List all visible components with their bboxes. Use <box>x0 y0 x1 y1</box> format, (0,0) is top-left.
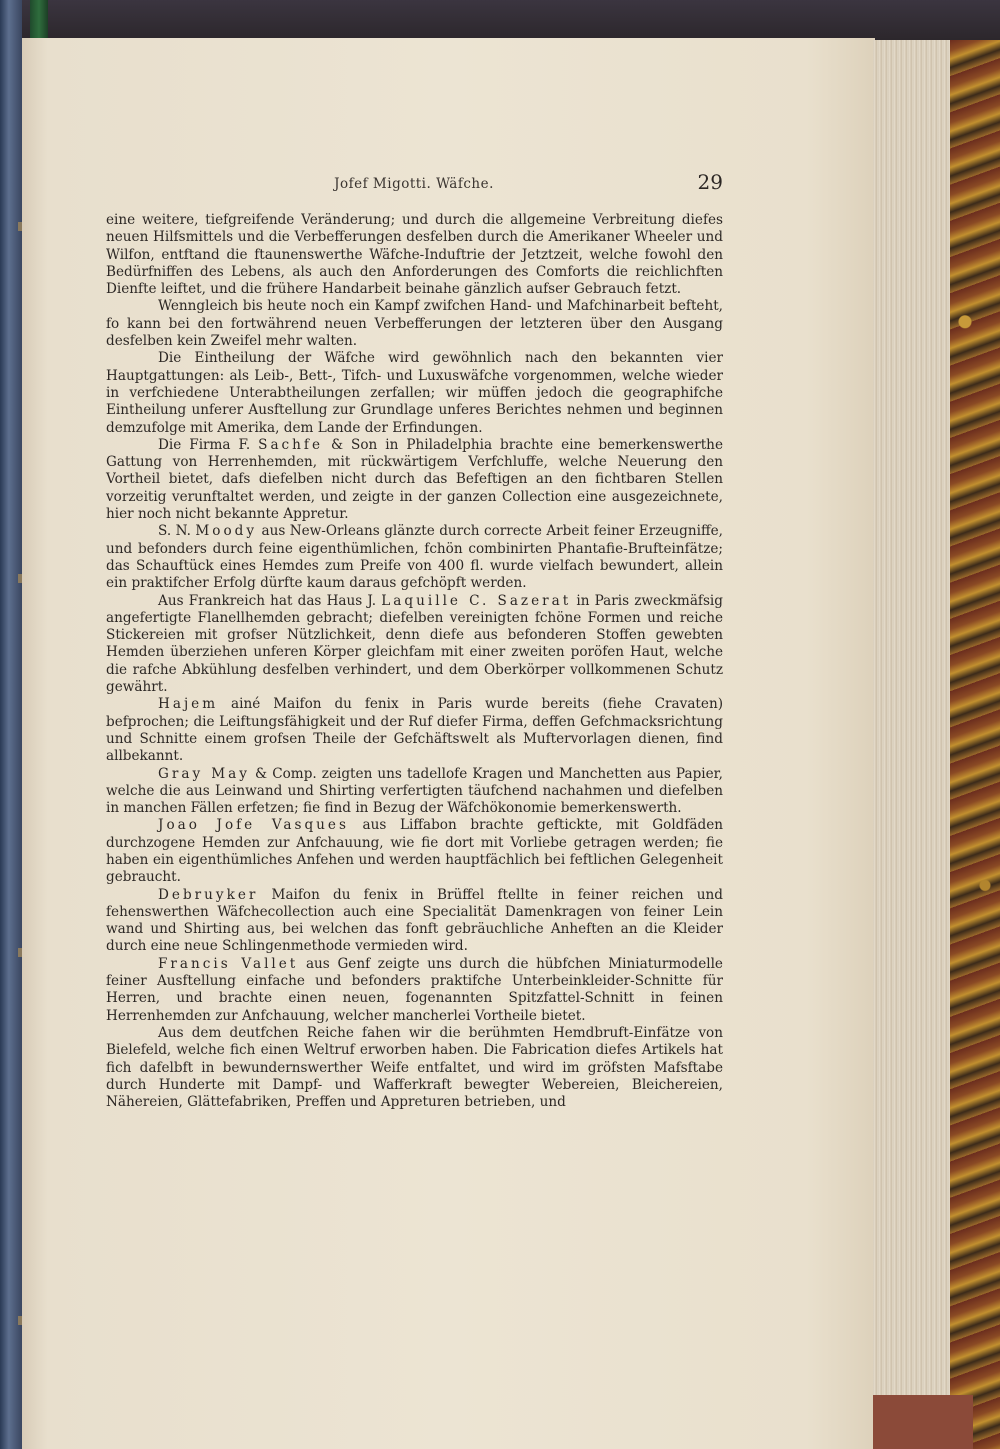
paragraph <box>106 298 723 350</box>
paragraph-text: Aus dem deutfchen Reiche fahen wir die berühmten Hemdbruft-Einfätze von Bielefeld, welche fich einen Weltruf erworben haben. Die Fabrication diefes Artikels hat fich dafelbft in bewundernswerther Weife entfaltet, und wird im gröfsten Mafsftabe durch Hunderte mit Dampf- und Wafferkraft bewegter Webereien, Bleichereien, Nähereien, Glättefabriken, Preffen und Appreturen betrieben, und <box>106 1024 723 1111</box>
running-title: Jofef Migotti. Wäfche. <box>334 176 494 192</box>
cover-board-corner <box>873 1395 973 1449</box>
paragraph-text: Wenngleich bis heute noch ein Kampf zwifchen Hand- und Mafchinarbeit befteht, fo kann bei den fortwährend neuen Verbefferungen der letzteren über den Ausgang desfelben kein Zweifel mehr walten. <box>106 298 723 350</box>
paragraph-text: Maifon du fenix in Brüffel ftellte in feiner reichen und fehenswerthen Wäfchecollection auch eine Specialität Damenkragen von feiner Lein wand und Shirting aus, bei welchen das fonft gebräuchliche Anheften an die Kleider durch eine neue Schlingenmethode vermieden wird. <box>106 886 723 955</box>
paragraph <box>106 437 723 523</box>
paragraph <box>106 887 723 956</box>
paragraph <box>106 956 723 1025</box>
firm-name: Debruyker <box>158 886 259 903</box>
margin-mark <box>18 948 22 957</box>
paragraph-text: eine weitere, tiefgreifende Veränderung; und durch die allgemeine Verbreitung diefes neuen Hilfsmittels und die Verbefferungen desfelben durch die Amerikaner Wheeler und Wilfon, entftand die ftaunenswerthe Wäfche-Induftrie der Jetztzeit, welche fowohl den Bedürfniffen des Lebens, als auch den Anforderungen des Comforts die reichlichften Dienfte leiftet, und die frühere Handarbeit beinahe gänzlich aufser Gebrauch fetzt. <box>106 212 723 298</box>
firm-name: Moody <box>195 523 258 540</box>
paragraph <box>106 523 723 592</box>
book-spine-edge <box>0 0 22 1449</box>
paragraph <box>106 1025 723 1111</box>
paragraph-text: & Son in Philadelphia brachte eine bemerkenswerthe Gattung von Herrenhemden, mit rückwärtigem Verfchluffe, welche Neuerung den Vortheil bietet, dafs diefelben nicht durch das Befeftigen an den fichtbaren Stellen vorzeitig verunftaltet werden, und zeigte in der ganzen Collection eine ausgezeichnete, hier noch nicht bekannte Appretur. <box>106 436 723 523</box>
firm-name: Hajem <box>158 696 219 713</box>
paragraph <box>106 212 723 298</box>
paragraph <box>106 350 723 436</box>
paragraph-text: aus Liffabon brachte geftickte, mit Goldfäden durchzogene Hemden zur Anfchauung, wie fie dort mit Vorliebe getragen werden; fie haben ein eigenthümliches Anfehen und werden hauptfächlich bei feftlichen Gelegenheit gebraucht. <box>106 817 723 886</box>
paragraph <box>106 766 723 818</box>
paragraph-lead: Aus Frankreich hat das Haus J. <box>158 592 382 609</box>
paragraph <box>106 593 723 697</box>
marbled-edge <box>950 40 1000 1449</box>
firm-name: Gray May <box>158 765 250 782</box>
firm-name: Joao Jofe Vasques <box>158 817 349 834</box>
paragraph-text: Die Eintheilung der Wäfche wird gewöhnlich nach den bekannten vier Hauptgattungen: als Leib-, Bett-, Tifch- und Luxuswäfche vorgenommen, welche wieder in verfchiedene Unterabtheilungen zerfallen; wir müffen jedoch die geographifche Eintheilung unferer Ausftellung zur Grundlage unferes Berichtes nehmen und beginnen demzufolge mit Amerika, dem Lande der Erfindungen. <box>106 350 723 436</box>
page-header <box>105 170 723 200</box>
margin-mark <box>18 1316 22 1325</box>
paragraph-text: in Paris zweckmäfsig angefertigte Flanellhemden gebracht; diefelben vereinigten fchöne Formen und reiche Stickereien mit grofser Nützlichkeit, denn diefe aus befonderen Stoffen gewebten Hemden überziehen unferen Körper gleichfam mit einer zweiten poröfen Haut, welche die rafche Abkühlung desfelben verhindert, und dem Oberkörper vollkommenen Schutz gewährt. <box>106 592 723 696</box>
firm-name: Francis Vallet <box>158 955 299 972</box>
paragraph-text: aus Genf zeigte uns durch die hübfchen Miniaturmodelle feiner Ausftellung einfache und befonders praktifche Unterbeinkleider-Schnitte für Herren, und brachte einen neuen, fogenannten Spitzfattel-Schnitt in feinen Herrenhemden zur Anfchauung, welcher mancherlei Vortheile bietet. <box>106 955 723 1024</box>
paragraph-lead: Die Firma F. <box>158 436 259 453</box>
body-text <box>106 212 723 1111</box>
page-edges <box>873 40 953 1400</box>
firm-name: Sachfe <box>258 436 323 453</box>
paragraph-text: & Comp. zeigten uns tadellofe Kragen und Manchetten aus Papier, welche die aus Leinwand und Shirting verfertigten täufchend nachahmen und diefelben in manchen Fällen erfetzen; fie find in Bezug der Wäfchökonomie bemerkenswerth. <box>106 765 723 817</box>
paragraph-text: ainé Maifon du fenix in Paris wurde bereits (fiehe Cravaten) befprochen; die Leiftungsfähigkeit und der Ruf diefer Firma, deffen Gefchmacksrichtung und Schnitte einem grofsen Theile der Gefchäftswelt als Muftervorlagen dienen, find allbekannt. <box>106 696 723 765</box>
paragraph-text: aus New-Orleans glänzte durch correcte Arbeit feiner Erzeugniffe, und befonders durch feine eigenthümlichen, fchön combinirten Phantafie-Brufteinfätze; das Schauftück eines Hemdes zum Preife von 400 fl. wurde vielfach bewundert, allein ein praktifcher Erfolg dürfte kaum daraus gefchöpft werden. <box>106 523 724 592</box>
paragraph <box>106 817 723 886</box>
page-number: 29 <box>697 170 723 194</box>
margin-mark <box>18 574 22 583</box>
margin-mark <box>18 222 22 231</box>
firm-name: Laquille C. Sazerat <box>381 592 572 609</box>
paragraph <box>106 696 723 765</box>
paragraph-lead: S. N. <box>158 523 196 540</box>
